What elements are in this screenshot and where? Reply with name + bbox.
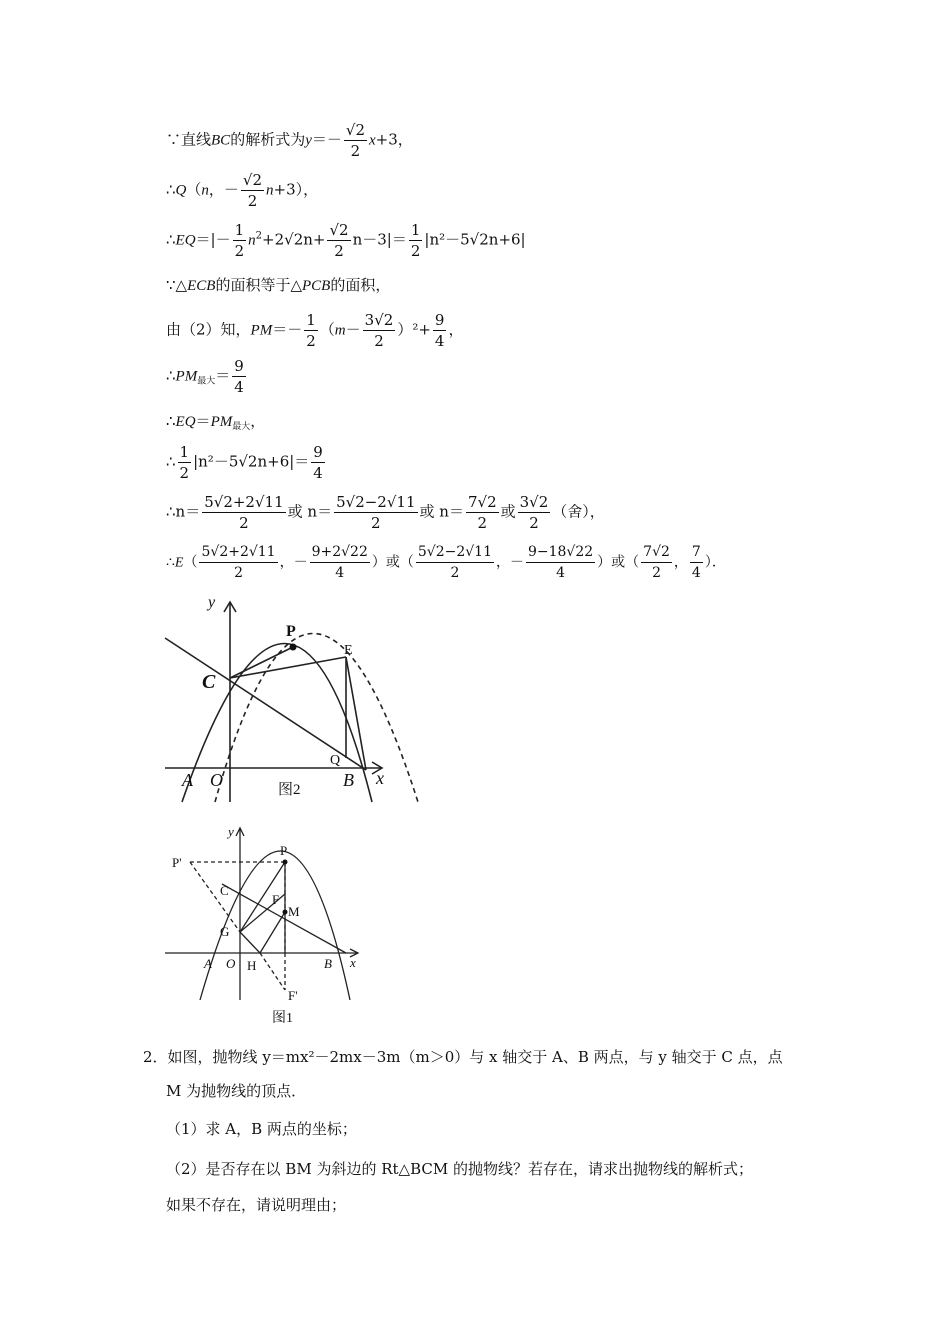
label-y: y — [228, 824, 234, 839]
label-f-prime: F' — [288, 988, 298, 1003]
figure-1-caption: 图1 — [272, 1011, 293, 1026]
problem-2-question-2b: 如果不存在，请说明理由； — [166, 1196, 347, 1214]
label-x: x — [376, 768, 384, 788]
point-p — [283, 860, 288, 865]
label-p: P — [280, 843, 288, 858]
label-e: E — [344, 643, 353, 658]
label-p-prime: P' — [172, 855, 182, 870]
fraction: $\frac{5√2-2√11}{2}$ — [336, 493, 416, 532]
problem-2-line-2: M 为抛物线的顶点． — [166, 1082, 307, 1100]
solution-line-8: ∴ $\frac{1}{2}$ |n²－5√2n+6|＝ $\frac{9}{4}$ — [166, 443, 323, 482]
problem-2-question-2: （2）是否存在以 BM 为斜边的 Rt△BCM 的抛物线？若存在，请求出抛物线的解析式； — [166, 1160, 753, 1178]
fraction: $\frac{5√2+2√11}{2}$ — [204, 493, 284, 532]
fraction: $\frac{√2}{2}$ — [329, 221, 349, 260]
fraction: $\frac{√2}{2}$ — [345, 121, 365, 160]
dashed-p-g — [190, 862, 240, 932]
problem-2-line-1: 2．如图，抛物线 y＝mx²－2mx－3m（m＞0）与 x 轴交于 A、B 两点，与 y 轴交于 C 点，点 — [143, 1048, 783, 1066]
fraction: $\frac{5√2+2√11}{2}$ — [201, 544, 276, 581]
segment-ce — [230, 657, 346, 678]
figure-2 — [160, 590, 420, 805]
fraction: $\frac{3√2}{2}$ — [519, 493, 549, 532]
label-y: y — [208, 594, 216, 611]
label-h: H — [247, 958, 257, 973]
label-b: B — [343, 770, 354, 790]
solution-line-7: $\therefore EQ=PM_{最大}$， — [166, 412, 266, 432]
label-o: O — [210, 770, 223, 790]
label-q: Q — [330, 753, 341, 768]
fraction: $\frac{9-18√22}{4}$ — [527, 544, 594, 581]
figure-2-caption: 图2 — [278, 782, 301, 798]
point-m — [283, 910, 288, 915]
segment-gh — [240, 932, 260, 953]
solution-line-6: $\therefore PM_{最大}=$ $\frac{9}{4}$ — [166, 357, 244, 396]
solution-line-9: ∴n＝ $\frac{5√2+2√11}{2}$ 或 n＝ $\frac{5√2-2√11}{2}$ 或 n＝ $\frac{7√2}{2}$ 或 $\frac{3√2}{2}$ （舍）， — [166, 493, 605, 532]
fraction: $\frac{5√2-2√11}{2}$ — [417, 544, 492, 581]
solution-line-5: 由（2）知，PM＝－ $\frac{1}{2}$ （m－ $\frac{3√2}{2}$ ）²+ $\frac{9}{4}$ ， — [166, 311, 464, 350]
fraction: $\frac{1}{2}$ — [234, 221, 245, 260]
label-g: G — [220, 924, 230, 939]
label-f: F — [272, 892, 280, 907]
fraction: $\frac{1}{2}$ — [179, 443, 190, 482]
label-c: C — [202, 671, 216, 693]
solution-line-3: ∴EQ＝|－ $\frac{1}{2}$ $n^2+2√2n+$ $\frac{√2}{2}$ n－3|＝ $\frac{1}{2}$ |n²－5√2n+6| — [166, 221, 526, 260]
label-a: A — [182, 770, 193, 790]
solution-line-10: ∴E（ $\frac{5√2+2√11}{2}$ ，－ $\frac{9+2√22}{4}$ ）或（ $\frac{5√2-2√11}{2}$ ，－ $\frac{9-18√22}{4}$ ）或（ $\frac{7√2}{2}$ ， $\frac{7}{4}$ ）． — [166, 544, 726, 581]
figure-1 — [160, 822, 370, 1027]
fraction: $\frac{1}{2}$ — [306, 311, 316, 350]
fraction: $\frac{7√2}{2}$ — [467, 493, 497, 532]
line-cb — [165, 638, 366, 770]
fraction: $\frac{1}{2}$ — [410, 221, 421, 260]
solution-line-1: ∵直线BC的解析式为y＝－ $\frac{√2}{2}$ x+3， — [166, 121, 413, 160]
solution-line-4: ∵△ECB的面积等于△PCB的面积， — [166, 276, 391, 294]
fraction: $\frac{9}{4}$ — [313, 443, 323, 482]
fraction: $\frac{9+2√22}{4}$ — [311, 544, 368, 581]
solution-line-2: ∴Q（n，－ $\frac{√2}{2}$ n+3）， — [166, 171, 319, 210]
point-p — [290, 644, 297, 651]
label-p: P — [286, 623, 296, 640]
fraction: $\frac{√2}{2}$ — [242, 171, 263, 210]
problem-2-question-1: （1）求 A，B 两点的坐标； — [166, 1120, 357, 1138]
label-o: O — [226, 956, 236, 971]
fraction: $\frac{3√2}{2}$ — [364, 311, 394, 350]
label-m: M — [288, 904, 300, 919]
label-b: B — [324, 956, 332, 971]
dashed-hf — [260, 953, 285, 990]
label-a: A — [204, 956, 212, 971]
fraction: $\frac{9}{4}$ — [234, 357, 244, 396]
fraction: $\frac{7√2}{2}$ — [643, 544, 670, 581]
fraction: $\frac{7}{4}$ — [691, 544, 701, 581]
segment-hm — [260, 912, 285, 953]
label-x: x — [350, 955, 356, 970]
parabola-dashed — [215, 634, 418, 803]
label-c: C — [220, 883, 229, 898]
fraction: $\frac{9}{4}$ — [434, 311, 445, 350]
